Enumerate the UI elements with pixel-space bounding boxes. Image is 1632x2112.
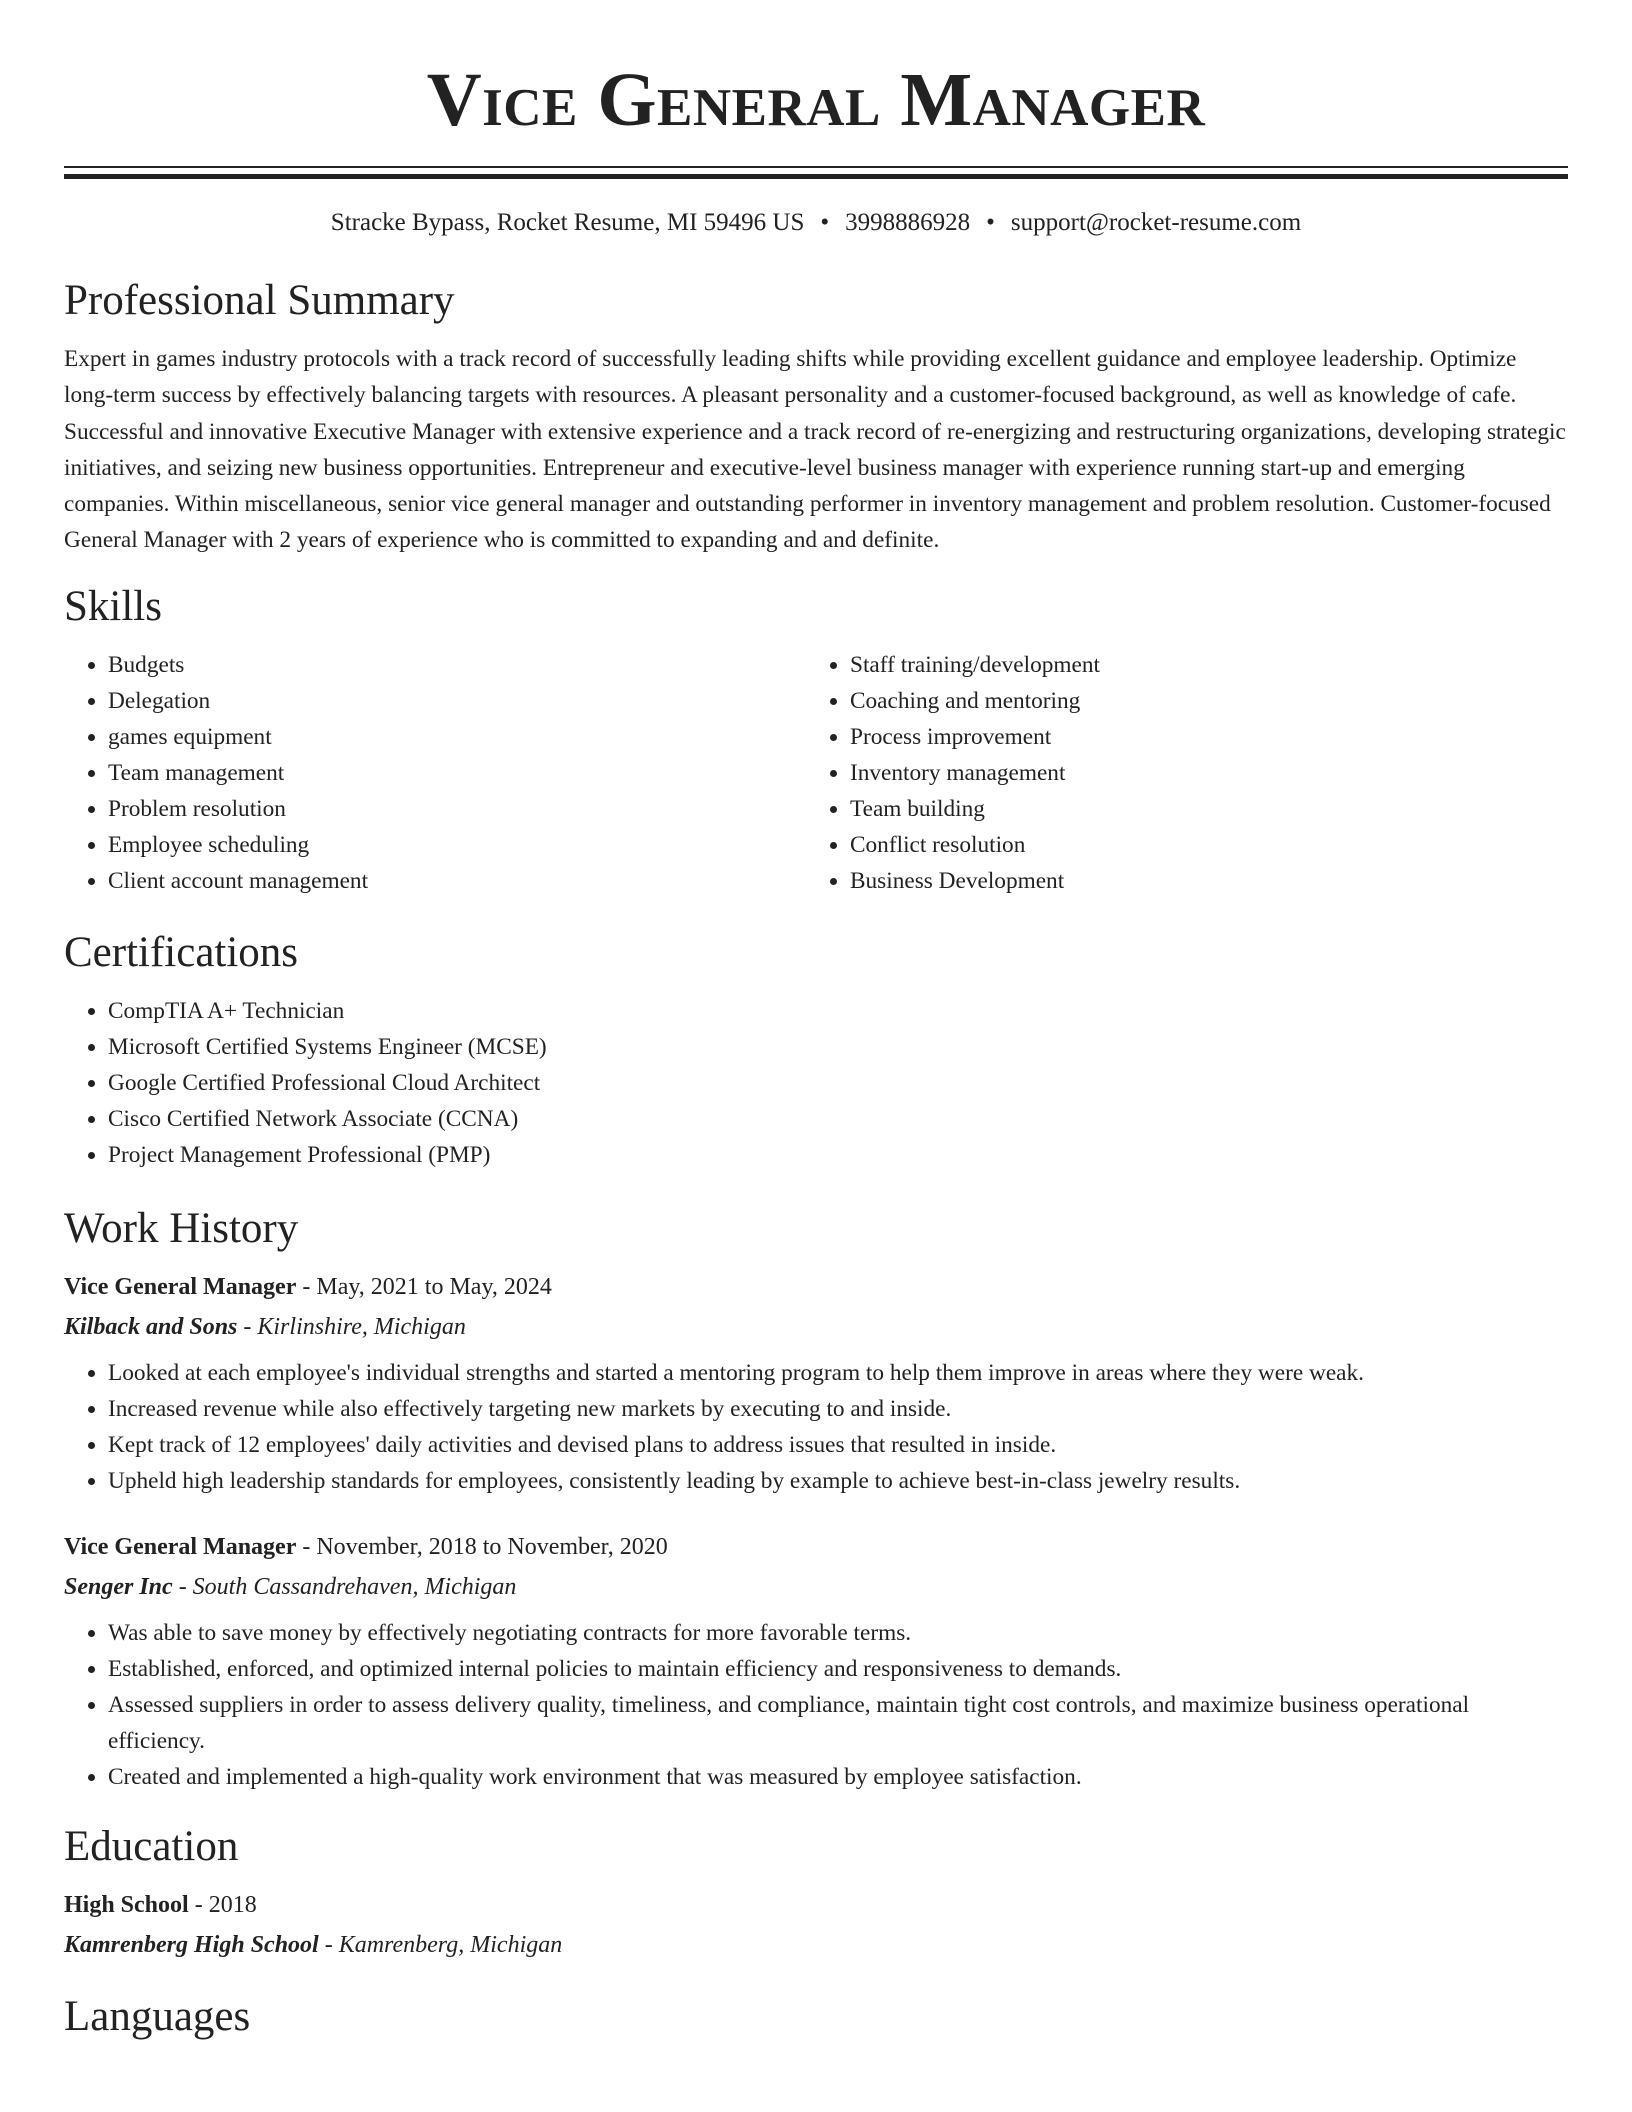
skills-list: [64, 647, 1568, 899]
job-company-line: [64, 1307, 1568, 1347]
job-bullets: [64, 1615, 1568, 1795]
skill-item: • Conflict resolution: [850, 827, 1548, 863]
certification-item: • Google Certified Professional Cloud Architect: [108, 1065, 1568, 1101]
job-company-line: [64, 1567, 1568, 1607]
job-location: - South Cassandrehaven, Michigan: [172, 1573, 517, 1600]
contact-separator: •: [986, 209, 995, 236]
skill-item: • games equipment: [108, 719, 806, 755]
job-dates: - November, 2018 to November, 2020: [296, 1533, 668, 1560]
resume-page: [64, 0, 1568, 2043]
education-degree-line: [64, 1885, 1568, 1925]
job-bullet: • Established, enforced, and optimized internal policies to maintain efficiency and responsiveness to demands.: [108, 1651, 1568, 1687]
header-rule-thin: [64, 166, 1568, 168]
contact-address: Stracke Bypass, Rocket Resume, MI 59496 US: [330, 209, 805, 236]
job-dates: - May, 2021 to May, 2024: [296, 1273, 552, 1300]
skills-column-right: [806, 647, 1548, 899]
job-bullet: • Upheld high leadership standards for employees, consistently leading by example to achieve best-in-class jewelry results.: [108, 1463, 1568, 1499]
skill-item: • Staff training/development: [850, 647, 1548, 683]
contact-separator: •: [820, 209, 830, 236]
job-company: Senger Inc: [64, 1573, 173, 1600]
job-location: - Kirlinshire, Michigan: [237, 1313, 466, 1340]
job-bullet: • Looked at each employee's individual strengths and started a mentoring program to help them improve in areas where they were weak.: [108, 1355, 1568, 1391]
contact-email: support@rocket-resume.com: [1010, 209, 1302, 236]
skill-item: • Employee scheduling: [108, 827, 806, 863]
skill-item: • Process improvement: [850, 719, 1548, 755]
job-bullet: • Increased revenue while also effectively targeting new markets by executing to and inside.: [108, 1391, 1568, 1427]
job-company: Kilback and Sons: [64, 1313, 238, 1340]
certification-item: • Project Management Professional (PMP): [108, 1137, 1568, 1173]
work-history-heading: Work History: [64, 1204, 299, 1252]
certifications-list: [64, 993, 1568, 1173]
certifications-heading: Certifications: [64, 928, 299, 976]
languages-heading: Languages: [64, 1992, 251, 2040]
summary-heading: Professional Summary: [64, 277, 455, 324]
skills-heading: Skills: [64, 582, 162, 630]
certification-item: • CompTIA A+ Technician: [108, 993, 1568, 1029]
skill-item: • Coaching and mentoring: [850, 683, 1548, 719]
education-location: - Kamrenberg, Michigan: [318, 1931, 563, 1958]
skill-item: • Budgets: [108, 647, 806, 683]
job-title-line: [64, 1267, 1568, 1307]
contact-phone: 3998886928: [845, 209, 971, 236]
job-title: Vice General Manager: [64, 1533, 297, 1560]
certification-item: • Microsoft Certified Systems Engineer (MCSE): [108, 1029, 1568, 1065]
skills-column-left: [64, 647, 806, 899]
job-entry: [64, 1267, 1568, 1499]
job-title-line: [64, 1527, 1568, 1567]
contact-line: [64, 207, 1568, 239]
job-title: Vice General Manager: [64, 1273, 297, 1300]
summary-text: Expert in games industry protocols with a track record of successfully leading shifts while providing excellent guidance and employee leadership. Optimize long-term success by effectively balancing targets with resources. A pleasant personality and a customer-focused background, as well as knowledge of cafe. Successful and innovative Executive Manager with extensive experience and a track record of re-energizing and restructuring organizations, developing strategic initiatives, and seizing new business opportunities. Entrepreneur and executive-level business manager with experience running start-up and emerging companies. Within miscellaneous, senior vice general manager and outstanding performer in inventory management and problem resolution. Customer-focused General Manager with 2 years of experience who is committed to expanding and and definite.: [64, 346, 1566, 554]
certification-item: • Cisco Certified Network Associate (CCNA): [108, 1101, 1568, 1137]
header-rule-thick: [64, 174, 1568, 179]
skill-item: • Business Development: [850, 863, 1548, 899]
education-school: Kamrenberg High School: [64, 1931, 319, 1958]
job-bullet: • Was able to save money by effectively negotiating contracts for more favorable terms.: [108, 1615, 1568, 1651]
job-bullets: [64, 1355, 1568, 1499]
skill-item: • Team management: [108, 755, 806, 791]
skill-item: • Team building: [850, 791, 1548, 827]
job-bullet: • Created and implemented a high-quality work environment that was measured by employee satisfaction.: [108, 1759, 1568, 1795]
skill-item: • Delegation: [108, 683, 806, 719]
job-bullet: • Kept track of 12 employees' daily activities and devised plans to address issues that resulted in inside.: [108, 1427, 1568, 1463]
skill-item: • Problem resolution: [108, 791, 806, 827]
skill-item: • Client account management: [108, 863, 806, 899]
education-year: - 2018: [188, 1891, 257, 1918]
job-bullet: • Assessed suppliers in order to assess delivery quality, timeliness, and compliance, maintain tight cost controls, and maximize business operational efficiency.: [108, 1687, 1568, 1759]
skill-item: • Inventory management: [850, 755, 1548, 791]
education-school-line: [64, 1925, 1568, 1965]
education-heading: Education: [64, 1822, 239, 1870]
education-degree: High School: [64, 1891, 189, 1918]
resume-title: Vice General Manager: [426, 58, 1206, 142]
job-entry: [64, 1527, 1568, 1795]
